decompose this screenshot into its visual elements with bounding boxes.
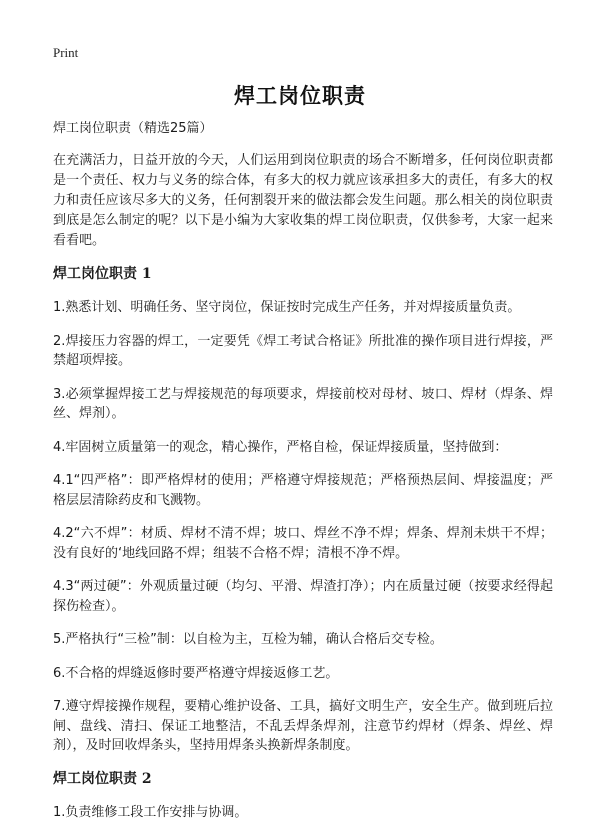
duty-item: 5.严格执行“三检”制：以自检为主，互检为辅，确认合格后交专检。	[53, 632, 443, 647]
duty-item: 1.熟悉计划、明确任务、坚守岗位，保证按时完成生产任务，并对焊接质量负责。	[53, 300, 521, 315]
duty-item: 2.焊接压力容器的焊工，一定要凭《焊工考试合格证》所批准的操作项目进行焊接，严禁超项焊接。	[53, 333, 553, 368]
intro-paragraph: 在充满活力，日益开放的今天，人们运用到岗位职责的场合不断增多，任何岗位职责都是一个责任、权力与义务的综合体，有多大的权力就应该承担多大的责任，有多大的权力和责任应该尽多大的义务，任何割裂开来的做法都会发生问题。那么相关的岗位职责到底是怎么制定的呢？以下是小编为大家收集的焊工岗位职责，仅供参考，大家一起来看看吧。	[53, 153, 553, 248]
duty-item: 6.不合格的焊缝返修时要严格遵守焊接返修工艺。	[53, 665, 339, 681]
duty-item: 4.2“六不焊”：材质、焊材不清不焊；坡口、焊丝不净不焊；焊条、焊剂未烘干不焊；没有良好的‘地线回路不焊；组装不合格不焊；清根不净不焊。	[53, 526, 553, 561]
document-subtitle: 焊工岗位职责（精选25篇）	[53, 121, 213, 136]
document-body	[53, 120, 553, 836]
duty-item: 7.遵守焊接操作规程，要精心维护设备、工具，搞好文明生产，安全生产。做到班后拉闸、盘线、清扫、保证工地整洁，不乱丢焊条焊剂，注意节约焊材（焊条、焊丝、焊剂），及时回收焊条头，坚持用焊条头换新焊条制度。	[53, 699, 553, 753]
section-heading: 焊工岗位职责 2	[53, 770, 152, 787]
section-1	[53, 265, 553, 756]
duty-item: 3.必须掌握焊接工艺与焊接规范的每项要求，焊接前校对母材、坡口、焊材（焊条、焊丝、焊剂）。	[53, 386, 553, 421]
duty-item: 1.负责维修工段工作安排与协调。	[53, 804, 248, 820]
duty-item: 4.1“四严格”：即严格焊材的使用；严格遵守焊接规范；严格预热层间、焊接温度；严格层层清除药皮和飞溅物。	[53, 473, 553, 508]
section-2	[53, 770, 553, 823]
print-link[interactable]: Print	[53, 45, 79, 60]
duty-item: 4.3“两过硬”：外观质量过硬（均匀、平滑、焊渣打净）；内在质量过硬（按要求经得起探伤检查）。	[53, 579, 553, 614]
page-title: 焊工岗位职责	[234, 84, 366, 108]
duty-item: 4.牢固树立质量第一的观念，精心操作，严格自检，保证焊接质量，坚持做到：	[53, 439, 508, 455]
section-heading: 焊工岗位职责 1	[53, 266, 152, 282]
